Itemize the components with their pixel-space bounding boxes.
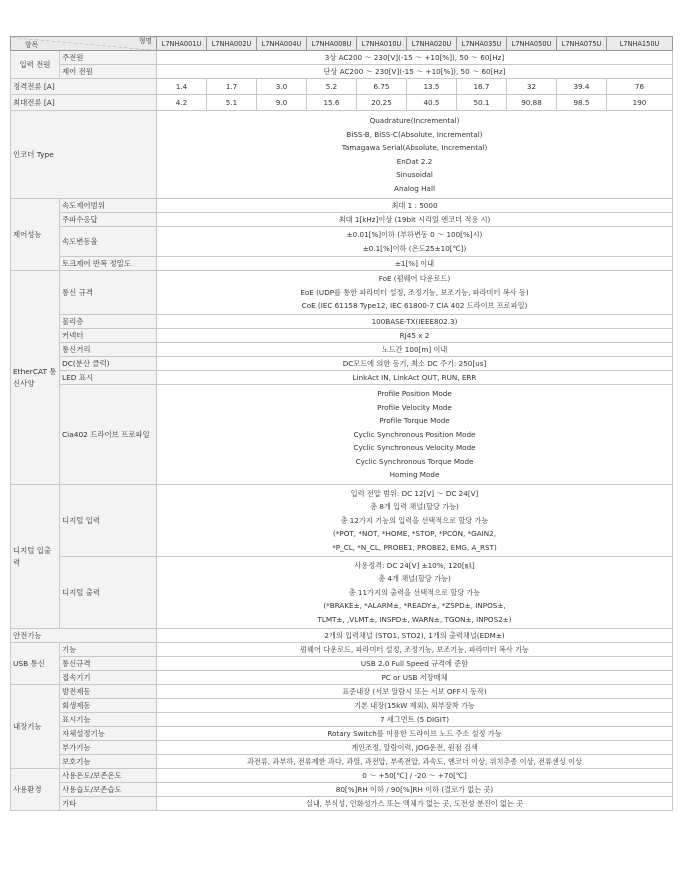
control-performance-row-label: 주파수응답: [60, 213, 157, 227]
model-header: L7NHA010U: [357, 37, 407, 51]
rated-current-value: 32: [507, 79, 557, 95]
control-performance-row-label: 속도변동율: [60, 227, 157, 257]
cell-line: FoE (펌웨어 다운로드): [378, 274, 451, 284]
table-row: [11, 741, 673, 755]
cell-line: Tamagawa Serial(Absolute, Incremental): [341, 143, 488, 152]
digital-io-row-value: [157, 485, 673, 557]
ethercat-row-label: LED 표시: [60, 371, 157, 385]
table-row: [11, 699, 673, 713]
cell-line: ±0.1[%]이하 (온도25±10[℃]): [362, 243, 467, 253]
cell-line: Cyclic Synchronous Torque Mode: [355, 456, 474, 466]
max-current-value: 5.1: [207, 95, 257, 111]
rated-current-value: 6.75: [357, 79, 407, 95]
cell-line: (*BRAKE±, *ALARM±, *READY±, *ZSPD±, INPOS±,: [323, 601, 506, 611]
table-row: [11, 671, 673, 685]
ethercat-row-value: [157, 271, 673, 315]
header-model-label: 형명: [138, 37, 152, 45]
control-performance-row-label: 속도제어범위: [60, 199, 157, 213]
header-item-label: 항목: [25, 41, 39, 49]
max-current-value: 4.2: [157, 95, 207, 111]
environment-row-label: 기타: [60, 797, 157, 811]
usb-row-value: PC or USB 저장매체: [157, 671, 673, 685]
table-row: [11, 385, 673, 485]
table-row: [11, 557, 673, 629]
max-current-value: 20.25: [357, 95, 407, 111]
cell-line: 100BASE-TX(IEEE802.3): [371, 316, 458, 326]
cell-line: DC모드에 의한 동기, 최소 DC 주기: 250[us]: [342, 358, 487, 368]
model-header: L7NHA075U: [557, 37, 607, 51]
usb-group-label: USB 통신: [11, 643, 60, 685]
table-row: [11, 343, 673, 357]
table-row: [11, 111, 673, 199]
cell-line: 총 11가지의 출력을 선택적으로 할당 가능: [348, 587, 481, 597]
ethercat-row-label: 물리층: [60, 315, 157, 329]
cell-line: ±0.01[%]이하 (부하변동 0 ～ 100[%]시): [346, 230, 483, 239]
power-group-label: 입력 전원: [11, 51, 60, 79]
ethercat-row-value: [157, 357, 673, 371]
builtin-row-value: 게인조정, 알람이력, JOG운전, 원점 검색: [157, 741, 673, 755]
builtin-group-label: 내장기능: [11, 685, 60, 769]
environment-row-label: 사용온도/보존온도: [60, 769, 157, 783]
builtin-row-value: 기본 내장(15kW 제외), 외부장착 가능: [157, 699, 673, 713]
table-row: [11, 485, 673, 557]
table-row: [11, 783, 673, 797]
cell-line: Cyclic Synchronous Position Mode: [353, 429, 476, 439]
ethercat-row-label: 통신거리: [60, 343, 157, 357]
ethercat-row-label: DC(분산 클럭): [60, 357, 157, 371]
table-row: [11, 213, 673, 227]
environment-group-label: 사용환경: [11, 769, 60, 811]
cell-line: Sinusoidal: [396, 170, 433, 179]
table-row: [11, 371, 673, 385]
cell-line: Analog Hall: [394, 183, 435, 193]
control-performance-row-value: [157, 257, 673, 271]
table-row: [11, 755, 673, 769]
rated-current-value: 1.7: [207, 79, 257, 95]
rated-current-label: 정격전류 [A]: [11, 79, 157, 95]
control-performance-row-value: [157, 199, 673, 213]
cell-line: EoE (UDP를 통한 파라미터 설정, 조정기능, 보조기능, 파라미터 복사 등): [300, 287, 529, 297]
model-header: L7NHA035U: [457, 37, 507, 51]
environment-row-value: 0 ～ +50[℃] / -20 ～ +70[℃]: [157, 769, 673, 783]
digital-io-row-value: [157, 557, 673, 629]
builtin-row-label: 부가기능: [60, 741, 157, 755]
cell-line: 최대 1[kHz]이상 (19bit 시리얼 엔코더 적용 시): [338, 214, 491, 224]
max-current-value: 15.6: [307, 95, 357, 111]
control-performance-row-value: [157, 227, 673, 257]
model-header: L7NHA150U: [607, 37, 673, 51]
ethercat-row-label: Cia402 드라이브 프로파일: [60, 385, 157, 485]
rated-current-value: 3.0: [257, 79, 307, 95]
table-row: [11, 657, 673, 671]
cell-line: Quadrature(Incremental): [369, 116, 460, 125]
cell-line: 입력 전압 범위: DC 12[V] ～ DC 24[V]: [350, 488, 479, 498]
control-performance-row-label: 토크제어 반복 정밀도: [60, 257, 157, 271]
builtin-row-value: 과전류, 과부하, 전류제한 과다, 과열, 과전압, 부족전압, 과속도, 엔코더 이상, 위치추종 이상, 전류센싱 이상: [157, 755, 673, 769]
cell-line: CoE (IEC 61158 Type12, IEC 61800-7 CIA 402 드라이브 프로파일): [301, 301, 528, 311]
digital-io-group-label: 디지털 입출력: [11, 485, 60, 629]
table-row: [11, 629, 673, 643]
rated-current-value: 16.7: [457, 79, 507, 95]
environment-row-value: 80[%]RH 이하 / 90[%]RH 이하 (결로가 없는 곳): [157, 783, 673, 797]
usb-row-label: 통신규격: [60, 657, 157, 671]
environment-row-label: 사용습도/보존습도: [60, 783, 157, 797]
max-current-label: 최대전류 [A]: [11, 95, 157, 111]
table-row: [11, 227, 673, 257]
builtin-row-label: 회생제동: [60, 699, 157, 713]
builtin-row-label: 자체설정기능: [60, 727, 157, 741]
cell-line: ±1[%] 이내: [394, 258, 435, 268]
cell-line: 노드간 100[m] 이내: [381, 344, 448, 354]
usb-row-value: 펌웨어 다운로드, 파라미터 설정, 조정기능, 보조기능, 파라미터 복사 기능: [157, 643, 673, 657]
max-current-value: 90.88: [507, 95, 557, 111]
table-row: [11, 713, 673, 727]
model-header: L7NHA050U: [507, 37, 557, 51]
rated-current-value: 76: [607, 79, 673, 95]
model-header: L7NHA004U: [257, 37, 307, 51]
ethercat-row-label: 커넥터: [60, 329, 157, 343]
table-row: [11, 95, 673, 111]
cell-line: (*POT, *NOT, *HOME, *STOP, *PCON, *GAIN2,: [333, 529, 496, 539]
digital-io-row-label: 디지털 입력: [60, 485, 157, 557]
table-row: [11, 199, 673, 213]
cell-line: Cyclic Synchronous Velocity Mode: [353, 443, 476, 453]
usb-row-label: 접속기기: [60, 671, 157, 685]
cell-line: EnDat 2.2: [396, 156, 433, 166]
usb-row-label: 기능: [60, 643, 157, 657]
cell-line: 총 4개 채널(할당 가능): [378, 574, 451, 584]
cell-line: 사용정격: DC 24[V] ±10%, 120[㎃]: [354, 560, 475, 570]
cell-line: 총 12가지 기능의 입력을 선택적으로 할당 가능: [340, 515, 489, 525]
cell-line: 최대 1 : 5000: [391, 200, 438, 210]
control-performance-group-label: 제어성능: [11, 199, 60, 271]
builtin-row-value: 표준내장 (서보 알람시 또는 서보 OFF시 동작): [157, 685, 673, 699]
max-current-value: 50.1: [457, 95, 507, 111]
builtin-row-label: 보호기능: [60, 755, 157, 769]
main-power-value: 3상 AC200 ～ 230[V](-15 ～ +10[%]), 50 ～ 60[Hz]: [157, 51, 673, 65]
safety-label: 안전기능: [11, 629, 157, 643]
header-item-model: [11, 37, 157, 51]
builtin-row-label: 발전제동: [60, 685, 157, 699]
usb-row-value: USB 2.0 Full Speed 규격에 준함: [157, 657, 673, 671]
spec-table: [10, 36, 673, 811]
control-performance-row-value: [157, 213, 673, 227]
table-row: [11, 271, 673, 315]
ethercat-row-label: 통신 규격: [60, 271, 157, 315]
table-row: [11, 727, 673, 741]
table-row: [11, 257, 673, 271]
rated-current-value: 13.5: [407, 79, 457, 95]
table-row: [11, 37, 673, 51]
digital-io-row-label: 디지털 출력: [60, 557, 157, 629]
max-current-value: 9.0: [257, 95, 307, 111]
environment-row-value: 실내, 부식성, 인화성가스 또는 액체가 없는 곳, 도전성 분진이 없는 곳: [157, 797, 673, 811]
builtin-row-label: 표시기능: [60, 713, 157, 727]
cell-line: Profile Position Mode: [377, 389, 452, 399]
cell-line: 총 8개 입력 채널(할당 가능): [370, 502, 459, 512]
max-current-value: 40.5: [407, 95, 457, 111]
encoder-label: 인코더 Type: [11, 111, 157, 199]
control-power-value: 단상 AC200 ～ 230[V](-15 ～ +10[%]), 50 ～ 60[Hz]: [157, 65, 673, 79]
model-header: L7NHA008U: [307, 37, 357, 51]
cell-line: TLMT±, ,VLMT±, INSPD±, WARN±, TGON±, INPOS2±): [317, 614, 512, 624]
ethercat-row-value: [157, 385, 673, 485]
ethercat-row-value: [157, 343, 673, 357]
table-row: [11, 643, 673, 657]
cell-line: *P_CL, *N_CL, PROBE1, PROBE2, EMG, A_RST): [332, 542, 497, 552]
ethercat-group-label: EtherCAT 통신사양: [11, 271, 60, 485]
max-current-value: 190: [607, 95, 673, 111]
table-row: [11, 769, 673, 783]
cell-line: Profile Torque Mode: [379, 416, 450, 426]
model-header: L7NHA020U: [407, 37, 457, 51]
table-row: [11, 685, 673, 699]
rated-current-value: 1.4: [157, 79, 207, 95]
model-header: L7NHA001U: [157, 37, 207, 51]
table-row: [11, 797, 673, 811]
safety-value: 2개의 입력채널 (STO1, STO2), 1개의 출력채널(EDM±): [157, 629, 673, 643]
cell-line: BiSS-B, BiSS-C(Absolute, Incremental): [346, 129, 483, 139]
builtin-row-value: 7 세그먼트 (5 DIGIT): [157, 713, 673, 727]
ethercat-row-value: [157, 329, 673, 343]
cell-line: LinkAct IN, LinkAct OUT, RUN, ERR: [352, 372, 477, 382]
rated-current-value: 39.4: [557, 79, 607, 95]
cell-line: Homing Mode: [389, 470, 440, 480]
table-row: [11, 51, 673, 65]
table-row: [11, 79, 673, 95]
table-row: [11, 357, 673, 371]
ethercat-row-value: [157, 371, 673, 385]
cell-line: RJ45 x 2: [399, 330, 430, 340]
table-row: [11, 315, 673, 329]
table-row: [11, 65, 673, 79]
control-power-label: 제어 전원: [60, 65, 157, 79]
table-row: [11, 329, 673, 343]
rated-current-value: 5.2: [307, 79, 357, 95]
main-power-label: 주전원: [60, 51, 157, 65]
encoder-value: [157, 111, 673, 199]
max-current-value: 98.5: [557, 95, 607, 111]
builtin-row-value: Rotary Switch를 이용한 드라이브 노드 주소 설정 가능: [157, 727, 673, 741]
ethercat-row-value: [157, 315, 673, 329]
cell-line: Profile Velocity Mode: [377, 402, 452, 412]
model-header: L7NHA002U: [207, 37, 257, 51]
